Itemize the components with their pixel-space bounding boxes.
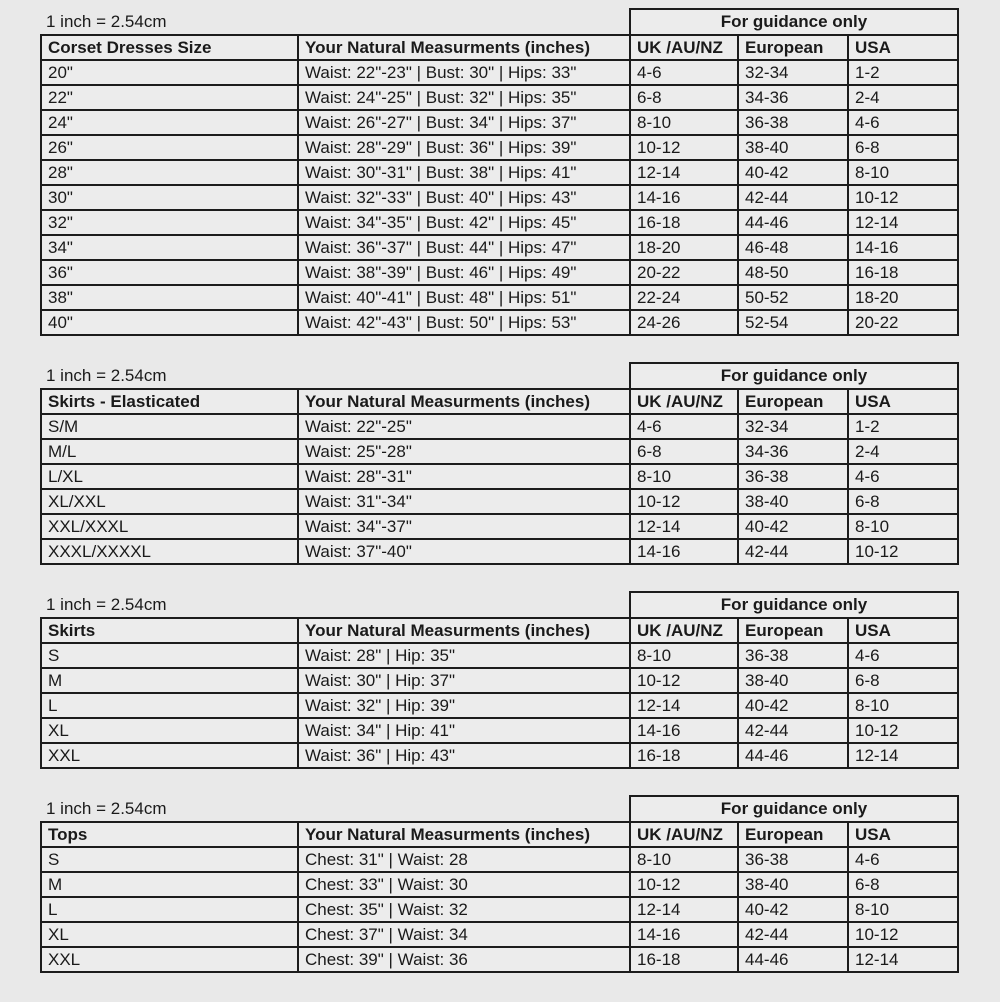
uk-au-nz-cell: 6-8 [630, 439, 738, 464]
uk-au-nz-cell: 14-16 [630, 922, 738, 947]
table-row [41, 897, 958, 922]
measurements-cell: Waist: 36"-37" | Bust: 44" | Hips: 47" [298, 235, 630, 260]
region-header-usa: USA [848, 822, 958, 847]
table-row [41, 210, 958, 235]
uk-au-nz-cell: 24-26 [630, 310, 738, 335]
guidance-header: For guidance only [630, 592, 958, 618]
usa-cell: 8-10 [848, 514, 958, 539]
guidance-header: For guidance only [630, 796, 958, 822]
size-cell: XXL/XXXL [41, 514, 298, 539]
table-row [41, 922, 958, 947]
pre-header-row [41, 592, 958, 618]
uk-au-nz-cell: 14-16 [630, 718, 738, 743]
european-cell: 52-54 [738, 310, 848, 335]
table-title: Skirts - Elasticated [41, 389, 298, 414]
region-header-uk-au-nz: UK /AU/NZ [630, 822, 738, 847]
uk-au-nz-cell: 14-16 [630, 539, 738, 564]
uk-au-nz-cell: 12-14 [630, 160, 738, 185]
european-cell: 32-34 [738, 414, 848, 439]
region-header-usa: USA [848, 35, 958, 60]
usa-cell: 14-16 [848, 235, 958, 260]
usa-cell: 10-12 [848, 718, 958, 743]
size-cell: 30" [41, 185, 298, 210]
size-cell: L [41, 897, 298, 922]
skirts-elasticated-table [40, 362, 959, 565]
scale-note: 1 inch = 2.54cm [46, 11, 167, 31]
measurements-cell: Waist: 40"-41" | Bust: 48" | Hips: 51" [298, 285, 630, 310]
european-cell: 50-52 [738, 285, 848, 310]
european-cell: 40-42 [738, 693, 848, 718]
european-cell: 42-44 [738, 922, 848, 947]
uk-au-nz-cell: 22-24 [630, 285, 738, 310]
size-cell: S/M [41, 414, 298, 439]
usa-cell: 4-6 [848, 847, 958, 872]
european-cell: 34-36 [738, 85, 848, 110]
pre-header-row [41, 9, 958, 35]
header-row [41, 389, 958, 414]
scale-note: 1 inch = 2.54cm [46, 365, 167, 385]
european-cell: 46-48 [738, 235, 848, 260]
size-cell: XL [41, 718, 298, 743]
uk-au-nz-cell: 8-10 [630, 464, 738, 489]
table-row [41, 693, 958, 718]
uk-au-nz-cell: 14-16 [630, 185, 738, 210]
uk-au-nz-cell: 20-22 [630, 260, 738, 285]
usa-cell: 6-8 [848, 489, 958, 514]
usa-cell: 8-10 [848, 693, 958, 718]
header-row [41, 822, 958, 847]
table-row [41, 872, 958, 897]
region-header-european: European [738, 822, 848, 847]
measurements-cell: Waist: 38"-39" | Bust: 46" | Hips: 49" [298, 260, 630, 285]
region-header-uk-au-nz: UK /AU/NZ [630, 618, 738, 643]
european-cell: 44-46 [738, 743, 848, 768]
usa-cell: 4-6 [848, 464, 958, 489]
table-row [41, 85, 958, 110]
uk-au-nz-cell: 6-8 [630, 85, 738, 110]
region-header-european: European [738, 389, 848, 414]
usa-cell: 6-8 [848, 135, 958, 160]
table-title: Skirts [41, 618, 298, 643]
tops-table [40, 795, 959, 973]
european-cell: 34-36 [738, 439, 848, 464]
uk-au-nz-cell: 10-12 [630, 668, 738, 693]
table-row [41, 439, 958, 464]
header-row [41, 618, 958, 643]
measurements-cell: Waist: 36" | Hip: 43" [298, 743, 630, 768]
european-cell: 36-38 [738, 110, 848, 135]
usa-cell: 4-6 [848, 643, 958, 668]
usa-cell: 1-2 [848, 60, 958, 85]
european-cell: 38-40 [738, 872, 848, 897]
table-title: Tops [41, 822, 298, 847]
table-row [41, 668, 958, 693]
measurements-cell: Chest: 37" | Waist: 34 [298, 922, 630, 947]
size-cell: XXL [41, 947, 298, 972]
measurements-cell: Waist: 28" | Hip: 35" [298, 643, 630, 668]
usa-cell: 10-12 [848, 185, 958, 210]
european-cell: 38-40 [738, 489, 848, 514]
usa-cell: 10-12 [848, 539, 958, 564]
size-cell: S [41, 847, 298, 872]
scale-note: 1 inch = 2.54cm [46, 594, 167, 614]
table-row [41, 539, 958, 564]
uk-au-nz-cell: 8-10 [630, 847, 738, 872]
measurements-cell: Waist: 42"-43" | Bust: 50" | Hips: 53" [298, 310, 630, 335]
size-cell: 32" [41, 210, 298, 235]
measurements-cell: Waist: 30" | Hip: 37" [298, 668, 630, 693]
region-header-uk-au-nz: UK /AU/NZ [630, 35, 738, 60]
size-cell: 34" [41, 235, 298, 260]
size-cell: 22" [41, 85, 298, 110]
measurements-cell: Chest: 33" | Waist: 30 [298, 872, 630, 897]
usa-cell: 18-20 [848, 285, 958, 310]
table-row [41, 743, 958, 768]
region-header-european: European [738, 618, 848, 643]
measurements-cell: Waist: 22"-23" | Bust: 30" | Hips: 33" [298, 60, 630, 85]
table-row [41, 185, 958, 210]
size-cell: XL [41, 922, 298, 947]
european-cell: 42-44 [738, 185, 848, 210]
size-cell: M/L [41, 439, 298, 464]
table-row [41, 160, 958, 185]
corset-dresses-size-table [40, 8, 959, 336]
uk-au-nz-cell: 12-14 [630, 514, 738, 539]
measurements-cell: Waist: 28"-31" [298, 464, 630, 489]
uk-au-nz-cell: 8-10 [630, 643, 738, 668]
european-cell: 36-38 [738, 643, 848, 668]
skirts-table [40, 591, 959, 769]
table-row [41, 847, 958, 872]
usa-cell: 12-14 [848, 210, 958, 235]
european-cell: 40-42 [738, 897, 848, 922]
pre-header-row [41, 796, 958, 822]
uk-au-nz-cell: 10-12 [630, 872, 738, 897]
measurements-cell: Waist: 26"-27" | Bust: 34" | Hips: 37" [298, 110, 630, 135]
european-cell: 44-46 [738, 210, 848, 235]
usa-cell: 8-10 [848, 160, 958, 185]
measurements-cell: Waist: 25"-28" [298, 439, 630, 464]
usa-cell: 12-14 [848, 743, 958, 768]
table-row [41, 489, 958, 514]
measurements-cell: Chest: 35" | Waist: 32 [298, 897, 630, 922]
usa-cell: 2-4 [848, 85, 958, 110]
table-row [41, 464, 958, 489]
table-row [41, 718, 958, 743]
size-cell: 24" [41, 110, 298, 135]
size-cell: M [41, 872, 298, 897]
measurements-cell: Waist: 31"-34" [298, 489, 630, 514]
usa-cell: 10-12 [848, 922, 958, 947]
uk-au-nz-cell: 4-6 [630, 414, 738, 439]
measurements-cell: Waist: 22"-25" [298, 414, 630, 439]
european-cell: 42-44 [738, 718, 848, 743]
scale-note: 1 inch = 2.54cm [46, 798, 167, 818]
measurements-cell: Waist: 37"-40" [298, 539, 630, 564]
table-row [41, 235, 958, 260]
table-row [41, 285, 958, 310]
size-cell: 28" [41, 160, 298, 185]
size-cell: 38" [41, 285, 298, 310]
usa-cell: 1-2 [848, 414, 958, 439]
uk-au-nz-cell: 8-10 [630, 110, 738, 135]
uk-au-nz-cell: 4-6 [630, 60, 738, 85]
size-cell: L/XL [41, 464, 298, 489]
measurements-cell: Waist: 24"-25" | Bust: 32" | Hips: 35" [298, 85, 630, 110]
region-header-uk-au-nz: UK /AU/NZ [630, 389, 738, 414]
usa-cell: 20-22 [848, 310, 958, 335]
header-row [41, 35, 958, 60]
uk-au-nz-cell: 16-18 [630, 947, 738, 972]
european-cell: 42-44 [738, 539, 848, 564]
usa-cell: 2-4 [848, 439, 958, 464]
table-row [41, 643, 958, 668]
pre-header-row [41, 363, 958, 389]
size-cell: S [41, 643, 298, 668]
european-cell: 40-42 [738, 160, 848, 185]
measurements-cell: Waist: 34"-37" [298, 514, 630, 539]
table-row [41, 260, 958, 285]
size-cell: L [41, 693, 298, 718]
usa-cell: 6-8 [848, 872, 958, 897]
size-cell: XXXL/XXXXL [41, 539, 298, 564]
region-header-european: European [738, 35, 848, 60]
measurements-cell: Waist: 28"-29" | Bust: 36" | Hips: 39" [298, 135, 630, 160]
size-cell: 26" [41, 135, 298, 160]
uk-au-nz-cell: 12-14 [630, 693, 738, 718]
size-cell: M [41, 668, 298, 693]
european-cell: 38-40 [738, 668, 848, 693]
table-row [41, 135, 958, 160]
table-row [41, 514, 958, 539]
size-cell: XL/XXL [41, 489, 298, 514]
uk-au-nz-cell: 12-14 [630, 897, 738, 922]
size-cell: 20" [41, 60, 298, 85]
measurements-cell: Waist: 32"-33" | Bust: 40" | Hips: 43" [298, 185, 630, 210]
european-cell: 48-50 [738, 260, 848, 285]
guidance-header: For guidance only [630, 363, 958, 389]
european-cell: 44-46 [738, 947, 848, 972]
european-cell: 32-34 [738, 60, 848, 85]
european-cell: 40-42 [738, 514, 848, 539]
region-header-usa: USA [848, 389, 958, 414]
table-row [41, 110, 958, 135]
uk-au-nz-cell: 16-18 [630, 210, 738, 235]
usa-cell: 8-10 [848, 897, 958, 922]
table-row [41, 60, 958, 85]
table-row [41, 310, 958, 335]
measurements-cell: Chest: 31" | Waist: 28 [298, 847, 630, 872]
uk-au-nz-cell: 10-12 [630, 489, 738, 514]
measurements-cell: Waist: 34"-35" | Bust: 42" | Hips: 45" [298, 210, 630, 235]
measurements-cell: Waist: 32" | Hip: 39" [298, 693, 630, 718]
size-cell: XXL [41, 743, 298, 768]
table-title: Corset Dresses Size [41, 35, 298, 60]
region-header-usa: USA [848, 618, 958, 643]
measurements-cell: Waist: 30"-31" | Bust: 38" | Hips: 41" [298, 160, 630, 185]
usa-cell: 6-8 [848, 668, 958, 693]
measurements-cell: Waist: 34" | Hip: 41" [298, 718, 630, 743]
uk-au-nz-cell: 16-18 [630, 743, 738, 768]
uk-au-nz-cell: 18-20 [630, 235, 738, 260]
uk-au-nz-cell: 10-12 [630, 135, 738, 160]
guidance-header: For guidance only [630, 9, 958, 35]
usa-cell: 12-14 [848, 947, 958, 972]
measurements-cell: Chest: 39" | Waist: 36 [298, 947, 630, 972]
measurements-header: Your Natural Measurments (inches) [298, 822, 630, 847]
european-cell: 36-38 [738, 847, 848, 872]
measurements-header: Your Natural Measurments (inches) [298, 618, 630, 643]
table-row [41, 947, 958, 972]
usa-cell: 4-6 [848, 110, 958, 135]
table-row [41, 414, 958, 439]
european-cell: 36-38 [738, 464, 848, 489]
measurements-header: Your Natural Measurments (inches) [298, 389, 630, 414]
measurements-header: Your Natural Measurments (inches) [298, 35, 630, 60]
size-cell: 40" [41, 310, 298, 335]
european-cell: 38-40 [738, 135, 848, 160]
size-cell: 36" [41, 260, 298, 285]
usa-cell: 16-18 [848, 260, 958, 285]
